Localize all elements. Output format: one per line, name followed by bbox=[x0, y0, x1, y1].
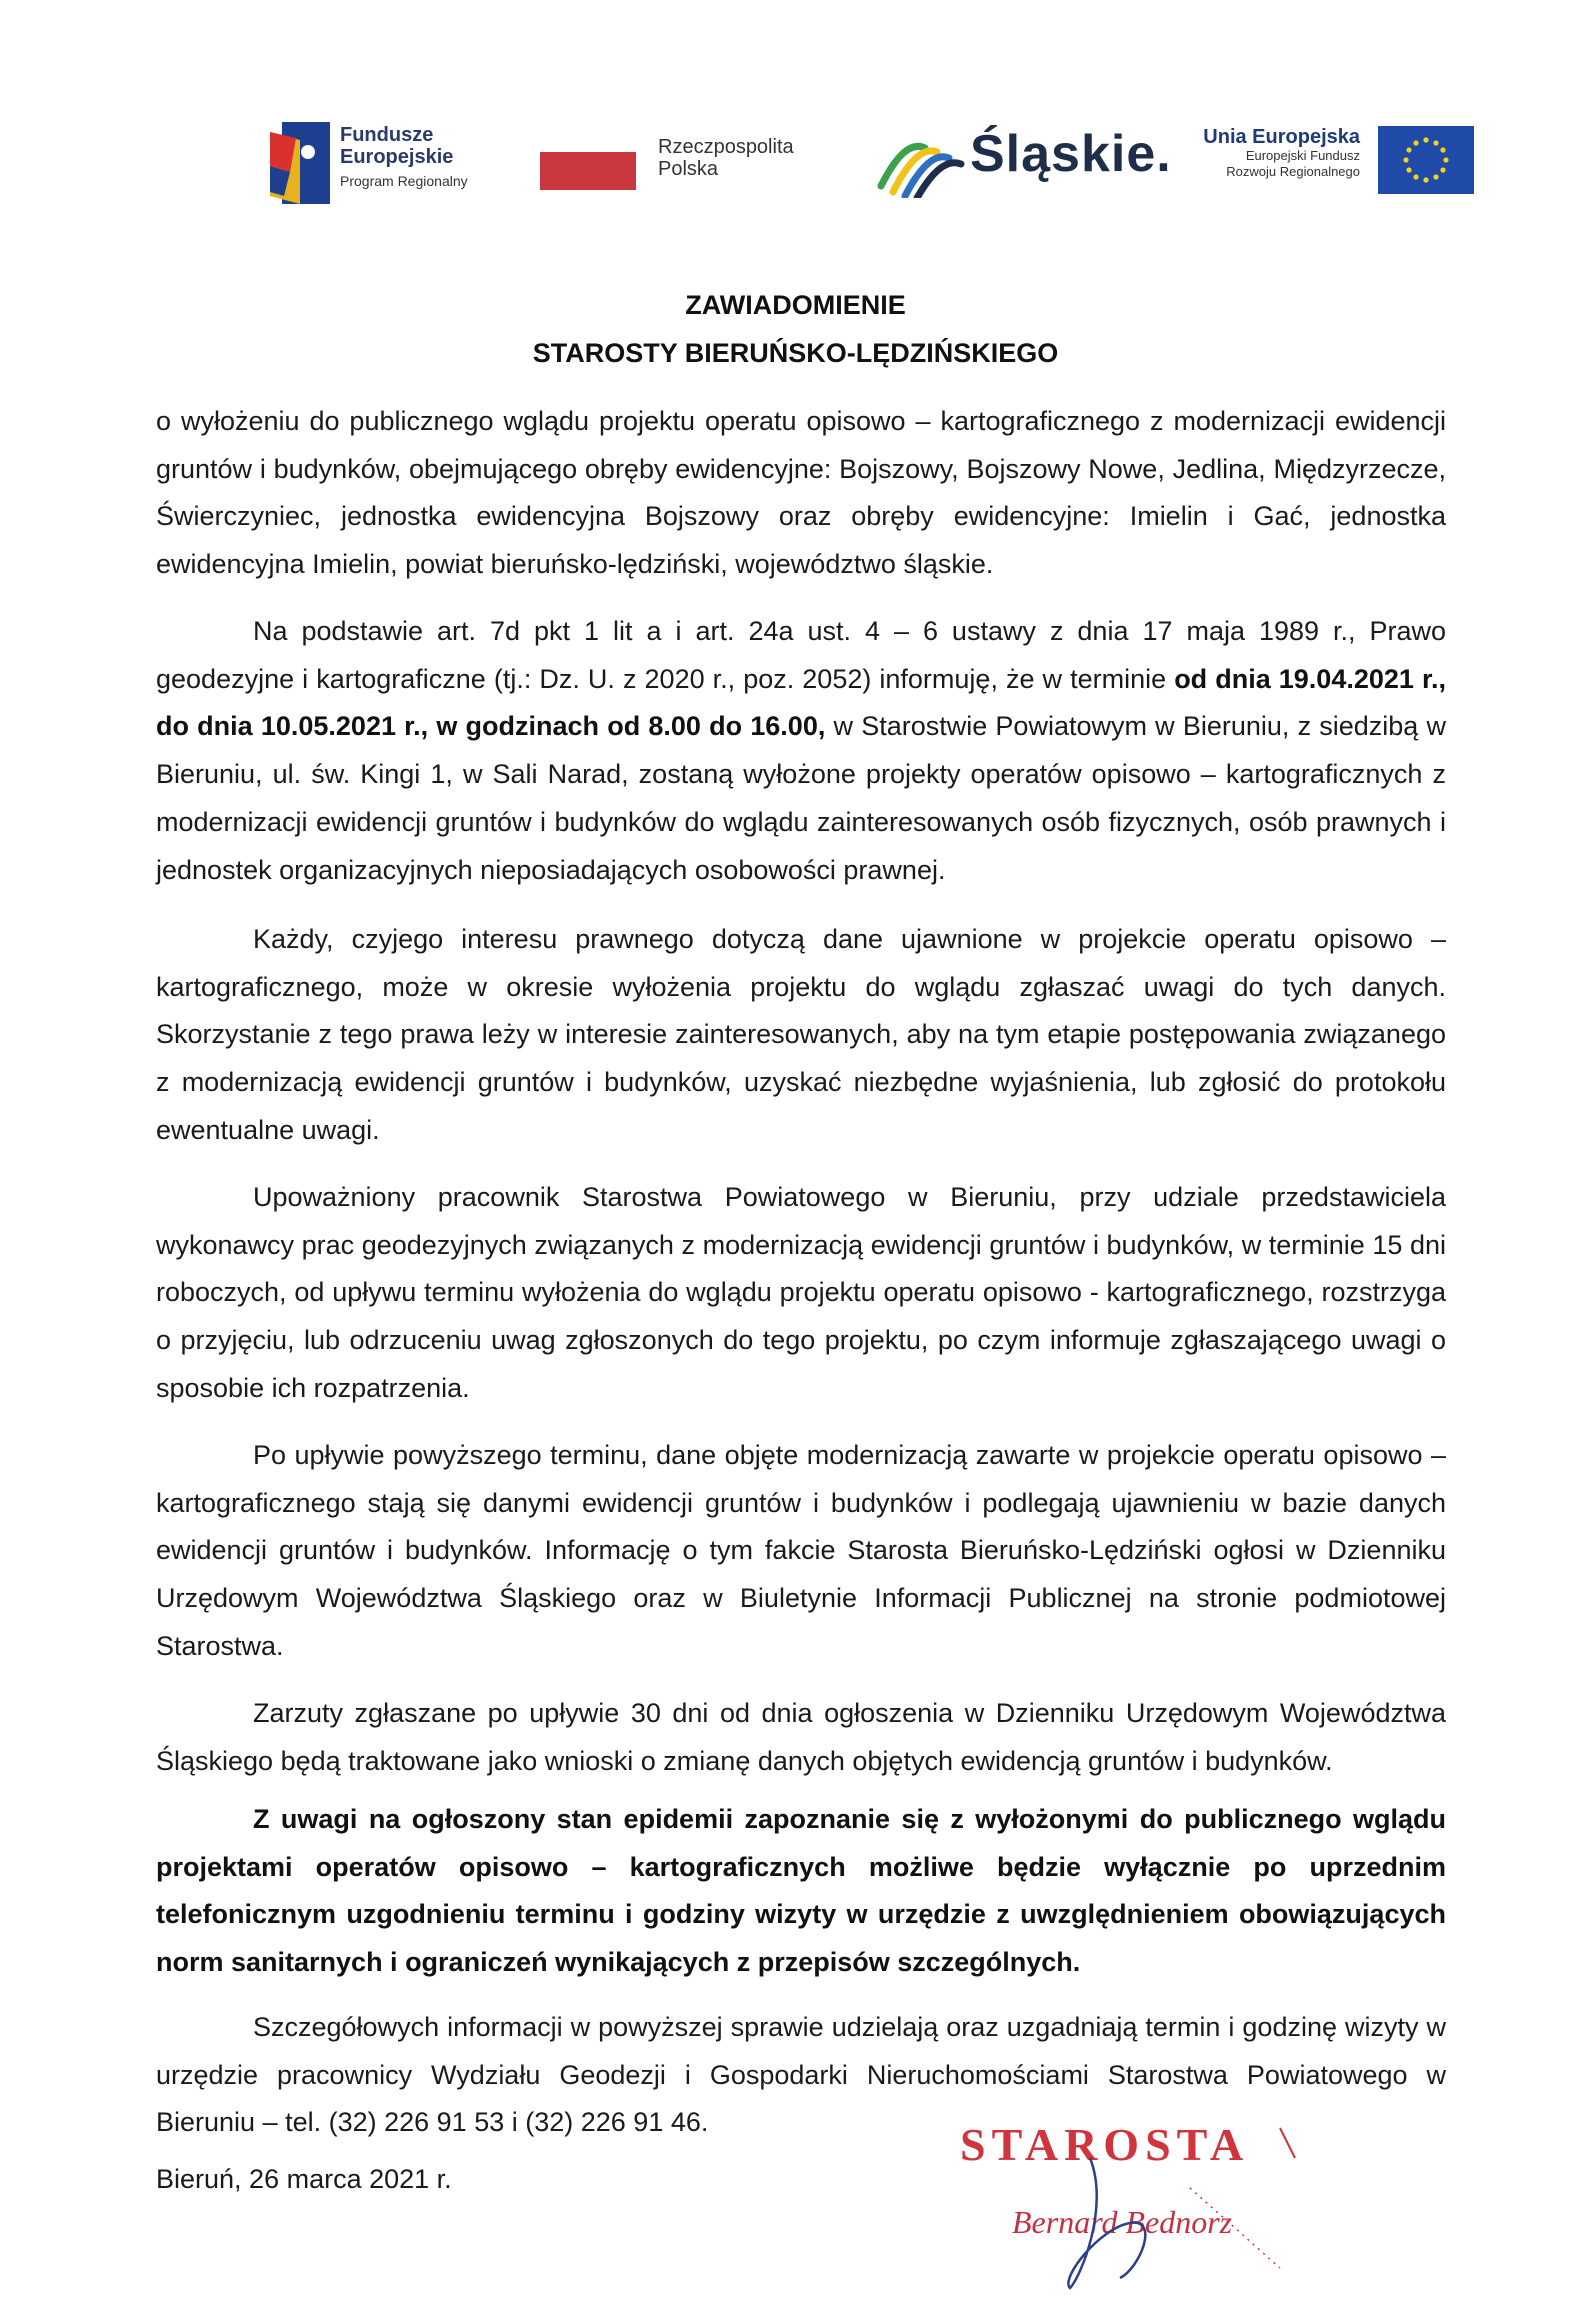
para2-text-a: Na podstawie art. 7d pkt 1 lit a i art. 24a ust. 4 – 6 ustawy z dnia 17 maja 1989 r., Prawo geodezyjne i kartograficzne (tj.: Dz. U. z 2020 r., poz. 2052) informuję, że w terminie bbox=[156, 616, 1446, 694]
slaskie-text: Śląskie. bbox=[970, 125, 1172, 183]
stamp-name: Bernard Bednorz bbox=[1012, 2204, 1233, 2240]
eu-flag-icon bbox=[1378, 126, 1474, 194]
document-title: ZAWIADOMIENIE bbox=[685, 290, 906, 320]
document-subtitle: STAROSTY BIERUŃSKO-LĘDZIŃSKIEGO bbox=[532, 338, 1059, 368]
paragraph-epidemic-notice bbox=[156, 1796, 1446, 1987]
fe-line1: Fundusze bbox=[340, 124, 434, 146]
place-and-date: Bieruń, 26 marca 2021 r. bbox=[156, 2164, 452, 2194]
rzeczpospolita-polska-logo bbox=[540, 118, 830, 208]
signature-scribble-icon bbox=[960, 2118, 1330, 2298]
para7-bold-text: Z uwagi na ogłoszony stan epidemii zapoznanie się z wyłożonymi do publicznego wglądu projektami operatów opisowo – kartograficznych możliwe będzie wyłącznie po uprzednim telefonicznym uzgodnieniu terminu i godziny wizyty w urzędzie z uwzględnieniem obowiązujących norm sanitarnych i ograniczeń wynikających z przepisów szczególnych. bbox=[156, 1804, 1446, 1978]
fe-flag-icon bbox=[270, 122, 330, 204]
polish-flag-icon bbox=[540, 152, 636, 190]
paragraph-publication: Po upływie powyższego terminu, dane objęte modernizacją zawarte w projekcie operatu opisowo – kartograficznego stają się danymi ewidencji gruntów i budynków i podlegają ujawnieniu w bazie danych ewidencji gruntów i budynków. Informację o tym fakcie Starosta Bieruńsko-Lędziński ogłosi w Dzienniku Urzędowym Województwa Śląskiego oraz w Biuletynie Informacji Publicznej na stronie podmiotowej Starostwa. bbox=[156, 1440, 1446, 1661]
logo-bar bbox=[270, 118, 1490, 208]
stamp-title: STAROSTA bbox=[960, 2119, 1250, 2170]
slaskie-wave-icon bbox=[875, 128, 965, 198]
ue-line2: Europejski Fundusz bbox=[1245, 148, 1360, 163]
ue-line1: Unia Europejska bbox=[1203, 126, 1360, 148]
para2-text-c: w Starostwie Powiatowym w Bieruniu, z siedzibą w Bieruniu, ul. św. Kingi 1, w Sali Narad, zostaną wyłożone projekty operatów opisowo – kartograficznych z modernizacji ewidencji gruntów i budynków do wglądu zainteresowanych osób fizycznych, osób prawnych i jednostek organizacyjnych nieposiadających osobowości prawnej. bbox=[156, 711, 1446, 885]
intro-paragraph: o wyłożeniu do publicznego wglądu projektu operatu opisowo – kartograficznego z modernizacji ewidencji gruntów i budynków, obejmującego obręby ewidencyjne: Bojszowy, Bojszowy Nowe, Jedlina, Międzyrzecze, Świerczyniec, jednostka ewidencyjna Bojszowy oraz obręby ewidencyjne: Imielin i Gać, jednostka ewidencyjna Imielin, powiat bieruńsko-lędziński, województwo śląskie. bbox=[156, 406, 1446, 580]
paragraph-objections: Zarzuty zgłaszane po upływie 30 dni od dnia ogłoszenia w Dzienniku Urzędowym Województwa Śląskiego będą traktowane jako wnioski o zmianę danych objętych ewidencją gruntów i budynków. bbox=[156, 1698, 1446, 1776]
rp-line2: Polska bbox=[658, 158, 719, 180]
rp-line1: Rzeczpospolita bbox=[658, 136, 794, 158]
ue-line3: Rozwoju Regionalnego bbox=[1226, 164, 1360, 179]
unia-europejska-logo bbox=[1195, 118, 1495, 208]
paragraph-rights: Każdy, czyjego interesu prawnego dotyczą dane ujawnione w projekcie operatu opisowo – kartograficznego, może w okresie wyłożenia projektu do wglądu zgłaszać uwagi do tych danych. Skorzystanie z tego prawa leży w interesie zainteresowanych, aby na tym etapie postępowania związanego z modernizacją ewidencji gruntów i budynków, uzyskać niezbędne wyjaśnienia, lub zgłosić do protokołu ewentualne uwagi. bbox=[156, 924, 1446, 1145]
fundusze-europejskie-logo bbox=[270, 118, 500, 208]
paragraph-legal-basis bbox=[156, 608, 1446, 894]
slaskie-logo bbox=[875, 118, 1172, 208]
fe-line2: Europejskie bbox=[340, 146, 454, 168]
paragraph-contact-info: Szczegółowych informacji w powyższej sprawie udzielają oraz uzgadniają termin i godzinę wizyty w urzędzie pracownicy Wydziału Geodezji i Gospodarki Nieruchomościami Starostwa Powiatowego w Bieruniu – tel. (32) 226 91 53 i (32) 226 91 46. bbox=[156, 2012, 1446, 2138]
paragraph-procedure: Upoważniony pracownik Starostwa Powiatowego w Bieruniu, przy udziale przedstawiciela wykonawcy prac geodezyjnych związanych z modernizacją ewidencji gruntów i budynków, w terminie 15 dni roboczych, od upływu terminu wyłożenia do wglądu projektu operatu opisowo - kartograficznego, rozstrzyga o przyjęciu, lub odrzuceniu uwag zgłoszonych do tego projektu, po czym informuje zgłaszającego uwagi o sposobie ich rozpatrzenia. bbox=[156, 1182, 1446, 1403]
starosta-stamp-signature bbox=[960, 2118, 1330, 2298]
para2-dates-bold: od dnia 19.04.2021 r., do dnia 10.05.2021 r., w godzinach od 8.00 do 16.00, bbox=[156, 663, 1446, 742]
fe-line3: Program Regionalny bbox=[340, 173, 468, 189]
